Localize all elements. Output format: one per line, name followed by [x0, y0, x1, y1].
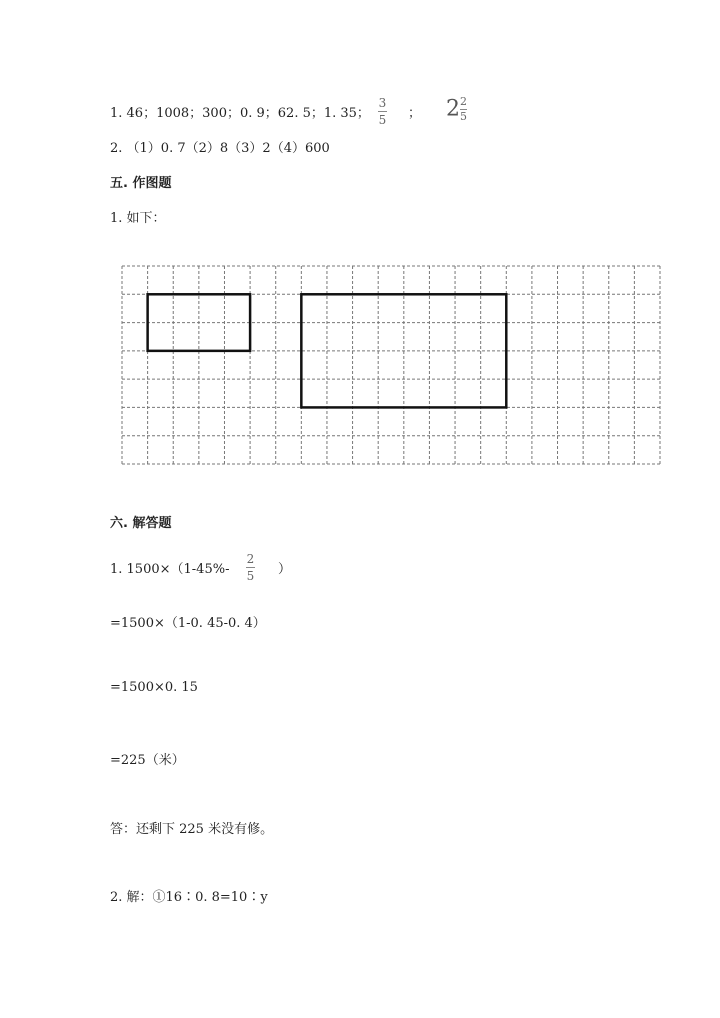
fraction-bar	[246, 567, 255, 568]
s6-q1-line4: =225（米）	[110, 753, 185, 768]
s6-q1-line1: 1. 1500×（1-45%-	[110, 562, 230, 577]
s4-q1-text: 1. 46；1008；300；0. 9；62. 5；1. 35；	[110, 106, 370, 121]
fraction-numerator: 2	[460, 95, 467, 108]
fraction-numerator: 2	[246, 552, 255, 566]
s6-q1-answer: 答：还剩下 225 米没有修。	[110, 822, 274, 837]
s6-q1-fraction	[246, 552, 255, 583]
section5-heading: 五. 作图题	[110, 176, 172, 191]
section6-heading: 六. 解答题	[110, 516, 172, 531]
s6-q1-line1-close: ）	[278, 562, 292, 577]
s4-q2-text: 2. （1）0. 7（2）8（3）2（4）600	[110, 141, 330, 156]
fraction-denominator: 5	[378, 113, 387, 127]
fraction-denominator: 5	[460, 110, 467, 123]
fraction-denominator: 5	[246, 569, 255, 583]
s5-q1-text: 1. 如下：	[110, 211, 166, 226]
s6-q1-line3: =1500×0. 15	[110, 680, 198, 695]
mixed-whole: 2	[446, 96, 460, 122]
s6-q2-line1: 2. 解：①16∶0. 8=10∶y	[110, 890, 268, 905]
s4-q1-separator: ；	[408, 106, 422, 121]
fraction-numerator: 3	[378, 96, 387, 110]
s6-q1-line2: =1500×（1-0. 45-0. 4）	[110, 616, 266, 631]
